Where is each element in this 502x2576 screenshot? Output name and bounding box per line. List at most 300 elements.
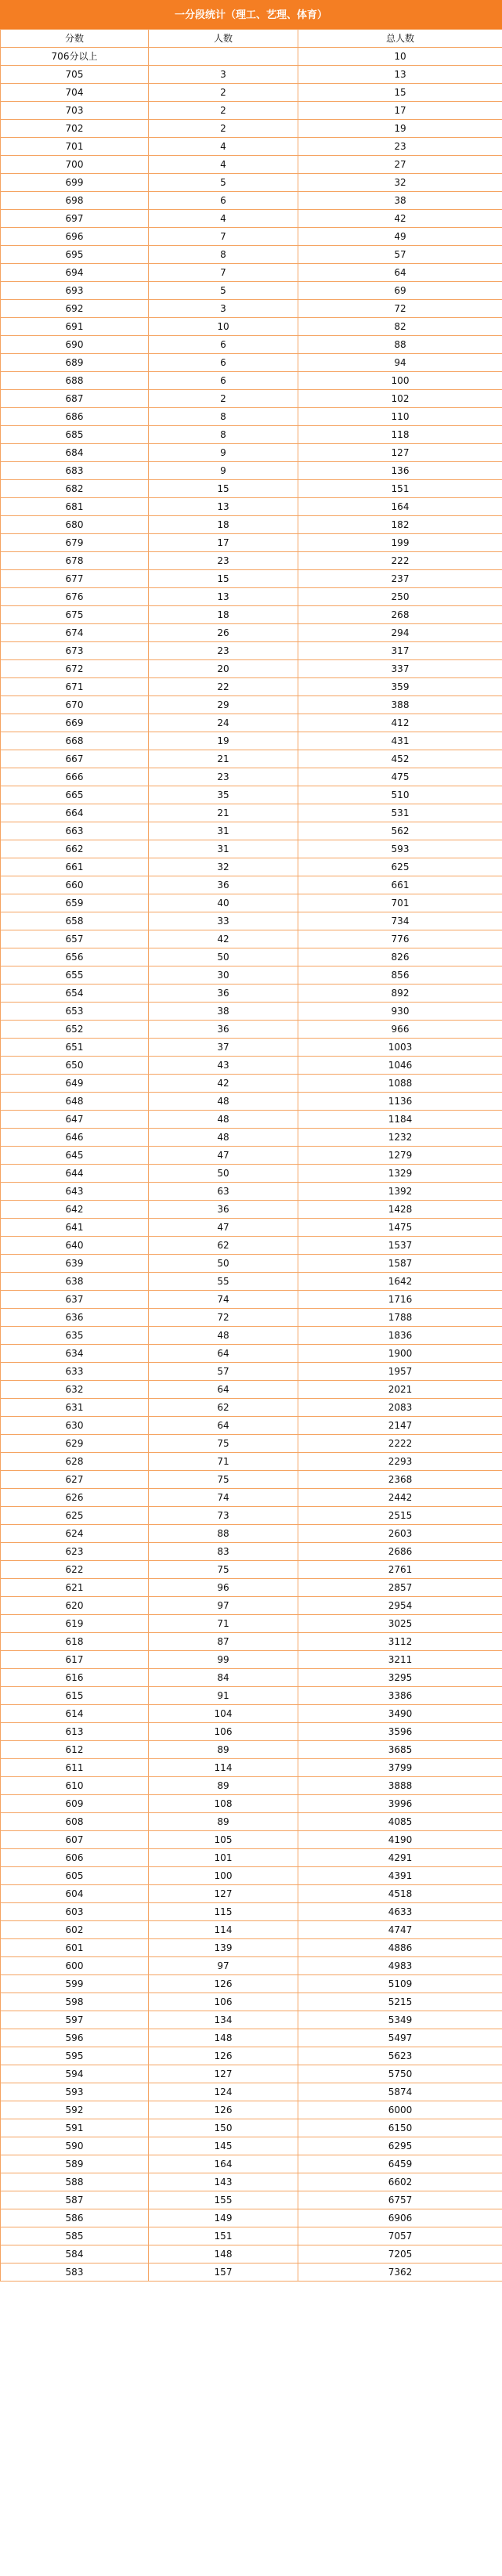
cell-count: 21 — [149, 750, 298, 768]
cell-total: 3888 — [298, 1777, 502, 1795]
cell-total: 6150 — [298, 2119, 502, 2137]
cell-score: 649 — [1, 1075, 149, 1093]
cell-score: 619 — [1, 1615, 149, 1633]
cell-score: 647 — [1, 1111, 149, 1129]
cell-total: 7205 — [298, 2245, 502, 2263]
cell-total: 1232 — [298, 1129, 502, 1147]
table-row — [1, 804, 502, 822]
cell-score: 669 — [1, 714, 149, 732]
table-row — [1, 1903, 502, 1921]
cell-score: 659 — [1, 894, 149, 912]
cell-score: 644 — [1, 1165, 149, 1183]
cell-score: 675 — [1, 606, 149, 624]
cell-count: 6 — [149, 354, 298, 372]
table-row — [1, 2119, 502, 2137]
table-row — [1, 1723, 502, 1741]
table-row — [1, 1309, 502, 1327]
cell-total: 100 — [298, 372, 502, 390]
cell-count: 55 — [149, 1273, 298, 1291]
cell-count: 155 — [149, 2191, 298, 2209]
cell-total: 452 — [298, 750, 502, 768]
cell-count: 48 — [149, 1093, 298, 1111]
table-row — [1, 2047, 502, 2065]
cell-score: 604 — [1, 1885, 149, 1903]
cell-total: 734 — [298, 912, 502, 930]
cell-score: 623 — [1, 1543, 149, 1561]
cell-total: 199 — [298, 534, 502, 552]
cell-count: 64 — [149, 1345, 298, 1363]
cell-count: 36 — [149, 1021, 298, 1039]
cell-score: 682 — [1, 480, 149, 498]
table-row — [1, 1471, 502, 1489]
table-row — [1, 1075, 502, 1093]
table-row — [1, 480, 502, 498]
table-header-row — [1, 30, 502, 48]
table-row — [1, 822, 502, 840]
table-body — [1, 48, 502, 2282]
cell-count: 36 — [149, 1201, 298, 1219]
cell-score: 651 — [1, 1039, 149, 1057]
table-row — [1, 2011, 502, 2029]
cell-score: 598 — [1, 1993, 149, 2011]
table-row — [1, 1885, 502, 1903]
cell-total: 4391 — [298, 1867, 502, 1885]
cell-count: 75 — [149, 1561, 298, 1579]
table-row — [1, 498, 502, 516]
cell-total: 164 — [298, 498, 502, 516]
cell-score: 637 — [1, 1291, 149, 1309]
cell-total: 412 — [298, 714, 502, 732]
cell-total: 892 — [298, 985, 502, 1003]
cell-count: 106 — [149, 1723, 298, 1741]
header-score: 分数 — [1, 30, 149, 48]
table-row — [1, 444, 502, 462]
table-row — [1, 1021, 502, 1039]
table-row — [1, 1399, 502, 1417]
cell-total: 6602 — [298, 2173, 502, 2191]
cell-count: 23 — [149, 642, 298, 660]
cell-score: 584 — [1, 2245, 149, 2263]
cell-score: 643 — [1, 1183, 149, 1201]
cell-score: 639 — [1, 1255, 149, 1273]
cell-count: 8 — [149, 246, 298, 264]
table-row — [1, 1669, 502, 1687]
cell-score: 705 — [1, 66, 149, 84]
cell-total: 2368 — [298, 1471, 502, 1489]
cell-total: 72 — [298, 300, 502, 318]
cell-total: 6757 — [298, 2191, 502, 2209]
cell-count: 83 — [149, 1543, 298, 1561]
cell-total: 57 — [298, 246, 502, 264]
cell-score: 663 — [1, 822, 149, 840]
cell-score: 661 — [1, 858, 149, 876]
cell-score: 593 — [1, 2083, 149, 2101]
table-row — [1, 210, 502, 228]
table-row — [1, 1489, 502, 1507]
cell-total: 5623 — [298, 2047, 502, 2065]
table-row — [1, 966, 502, 985]
cell-count: 134 — [149, 2011, 298, 2029]
cell-total: 5750 — [298, 2065, 502, 2083]
table-row — [1, 2263, 502, 2282]
cell-score: 625 — [1, 1507, 149, 1525]
table-row — [1, 282, 502, 300]
cell-count: 151 — [149, 2227, 298, 2245]
cell-score: 655 — [1, 966, 149, 985]
cell-score: 673 — [1, 642, 149, 660]
cell-score: 678 — [1, 552, 149, 570]
cell-total: 776 — [298, 930, 502, 948]
cell-score: 703 — [1, 102, 149, 120]
cell-score: 607 — [1, 1831, 149, 1849]
cell-total: 966 — [298, 1021, 502, 1039]
cell-total: 1900 — [298, 1345, 502, 1363]
cell-score: 686 — [1, 408, 149, 426]
cell-total: 2515 — [298, 1507, 502, 1525]
table-row — [1, 1993, 502, 2011]
cell-score: 692 — [1, 300, 149, 318]
cell-score: 645 — [1, 1147, 149, 1165]
cell-score: 622 — [1, 1561, 149, 1579]
cell-count: 9 — [149, 444, 298, 462]
cell-count: 89 — [149, 1741, 298, 1759]
cell-total: 3596 — [298, 1723, 502, 1741]
table-row — [1, 1381, 502, 1399]
cell-total: 1428 — [298, 1201, 502, 1219]
cell-total: 294 — [298, 624, 502, 642]
table-row — [1, 1975, 502, 1993]
cell-count: 2 — [149, 84, 298, 102]
table-row — [1, 1345, 502, 1363]
cell-total: 431 — [298, 732, 502, 750]
cell-count: 10 — [149, 318, 298, 336]
cell-count: 37 — [149, 1039, 298, 1057]
cell-count: 126 — [149, 2047, 298, 2065]
table-row — [1, 336, 502, 354]
cell-total: 23 — [298, 138, 502, 156]
cell-count: 114 — [149, 1759, 298, 1777]
table-row — [1, 2101, 502, 2119]
cell-total: 1046 — [298, 1057, 502, 1075]
cell-total: 593 — [298, 840, 502, 858]
cell-total: 701 — [298, 894, 502, 912]
cell-total: 38 — [298, 192, 502, 210]
table-row — [1, 1003, 502, 1021]
table-row — [1, 102, 502, 120]
table-row — [1, 300, 502, 318]
cell-total: 15 — [298, 84, 502, 102]
score-distribution-table — [0, 29, 502, 2282]
cell-score: 613 — [1, 1723, 149, 1741]
cell-count: 18 — [149, 606, 298, 624]
table-row — [1, 120, 502, 138]
table-row — [1, 156, 502, 174]
cell-score: 683 — [1, 462, 149, 480]
cell-count: 35 — [149, 786, 298, 804]
cell-count: 149 — [149, 2209, 298, 2227]
cell-total: 930 — [298, 1003, 502, 1021]
cell-total: 5109 — [298, 1975, 502, 1993]
cell-total: 3386 — [298, 1687, 502, 1705]
cell-score: 650 — [1, 1057, 149, 1075]
table-row — [1, 750, 502, 768]
cell-count: 13 — [149, 498, 298, 516]
cell-count: 148 — [149, 2029, 298, 2047]
cell-score: 698 — [1, 192, 149, 210]
cell-count: 57 — [149, 1363, 298, 1381]
cell-count: 50 — [149, 1165, 298, 1183]
cell-count: 50 — [149, 1255, 298, 1273]
cell-score: 594 — [1, 2065, 149, 2083]
cell-score: 697 — [1, 210, 149, 228]
cell-total: 69 — [298, 282, 502, 300]
table-row — [1, 606, 502, 624]
cell-count: 124 — [149, 2083, 298, 2101]
cell-total: 102 — [298, 390, 502, 408]
cell-count: 88 — [149, 1525, 298, 1543]
cell-count: 106 — [149, 1993, 298, 2011]
cell-count: 74 — [149, 1291, 298, 1309]
cell-total: 4983 — [298, 1957, 502, 1975]
cell-score: 638 — [1, 1273, 149, 1291]
cell-score: 603 — [1, 1903, 149, 1921]
table-row — [1, 714, 502, 732]
table-row — [1, 1525, 502, 1543]
table-row — [1, 390, 502, 408]
table-row — [1, 1615, 502, 1633]
cell-count: 18 — [149, 516, 298, 534]
table-row — [1, 570, 502, 588]
cell-total: 388 — [298, 696, 502, 714]
cell-total: 826 — [298, 948, 502, 966]
cell-total: 32 — [298, 174, 502, 192]
table-row — [1, 1273, 502, 1291]
cell-score: 634 — [1, 1345, 149, 1363]
cell-count: 75 — [149, 1471, 298, 1489]
cell-count: 126 — [149, 2101, 298, 2119]
cell-score: 605 — [1, 1867, 149, 1885]
cell-total: 1836 — [298, 1327, 502, 1345]
cell-count: 4 — [149, 156, 298, 174]
cell-count: 47 — [149, 1147, 298, 1165]
table-row — [1, 985, 502, 1003]
cell-total: 317 — [298, 642, 502, 660]
table-row — [1, 732, 502, 750]
cell-total: 475 — [298, 768, 502, 786]
cell-score: 653 — [1, 1003, 149, 1021]
cell-score: 628 — [1, 1453, 149, 1471]
cell-count: 63 — [149, 1183, 298, 1201]
cell-score: 660 — [1, 876, 149, 894]
cell-count: 20 — [149, 660, 298, 678]
cell-count: 8 — [149, 426, 298, 444]
table-row — [1, 1039, 502, 1057]
cell-total: 1279 — [298, 1147, 502, 1165]
table-row — [1, 1453, 502, 1471]
table-row — [1, 318, 502, 336]
table-row — [1, 246, 502, 264]
cell-count — [149, 48, 298, 66]
cell-count: 23 — [149, 768, 298, 786]
cell-count: 23 — [149, 552, 298, 570]
cell-total: 2761 — [298, 1561, 502, 1579]
cell-score: 652 — [1, 1021, 149, 1039]
table-row — [1, 840, 502, 858]
cell-score: 611 — [1, 1759, 149, 1777]
cell-score: 699 — [1, 174, 149, 192]
cell-score: 687 — [1, 390, 149, 408]
cell-score: 646 — [1, 1129, 149, 1147]
cell-score: 596 — [1, 2029, 149, 2047]
cell-score: 676 — [1, 588, 149, 606]
cell-total: 359 — [298, 678, 502, 696]
cell-score: 609 — [1, 1795, 149, 1813]
cell-count: 62 — [149, 1237, 298, 1255]
cell-count: 7 — [149, 228, 298, 246]
cell-count: 3 — [149, 66, 298, 84]
table-row — [1, 1111, 502, 1129]
cell-count: 43 — [149, 1057, 298, 1075]
table-row — [1, 1687, 502, 1705]
cell-score: 691 — [1, 318, 149, 336]
cell-count: 127 — [149, 1885, 298, 1903]
cell-total: 661 — [298, 876, 502, 894]
table-row — [1, 462, 502, 480]
cell-total: 88 — [298, 336, 502, 354]
cell-score: 689 — [1, 354, 149, 372]
cell-score: 614 — [1, 1705, 149, 1723]
table-row — [1, 426, 502, 444]
cell-score: 679 — [1, 534, 149, 552]
table-row — [1, 858, 502, 876]
cell-score: 690 — [1, 336, 149, 354]
cell-total: 1642 — [298, 1273, 502, 1291]
table-row — [1, 768, 502, 786]
cell-score: 702 — [1, 120, 149, 138]
cell-count: 64 — [149, 1417, 298, 1435]
cell-count: 17 — [149, 534, 298, 552]
cell-score: 621 — [1, 1579, 149, 1597]
cell-score: 618 — [1, 1633, 149, 1651]
table-row — [1, 228, 502, 246]
table-row — [1, 894, 502, 912]
cell-total: 5349 — [298, 2011, 502, 2029]
cell-score: 635 — [1, 1327, 149, 1345]
cell-count: 89 — [149, 1777, 298, 1795]
cell-total: 3112 — [298, 1633, 502, 1651]
cell-score: 684 — [1, 444, 149, 462]
cell-total: 3025 — [298, 1615, 502, 1633]
table-row — [1, 1255, 502, 1273]
table-row — [1, 1957, 502, 1975]
cell-count: 100 — [149, 1867, 298, 1885]
cell-count: 91 — [149, 1687, 298, 1705]
table-row — [1, 2209, 502, 2227]
cell-total: 1184 — [298, 1111, 502, 1129]
table-row — [1, 138, 502, 156]
cell-score: 674 — [1, 624, 149, 642]
cell-score: 640 — [1, 1237, 149, 1255]
cell-count: 30 — [149, 966, 298, 985]
cell-score: 624 — [1, 1525, 149, 1543]
cell-count: 143 — [149, 2173, 298, 2191]
table-row — [1, 516, 502, 534]
cell-total: 17 — [298, 102, 502, 120]
table-row — [1, 2029, 502, 2047]
table-row — [1, 1939, 502, 1957]
cell-count: 96 — [149, 1579, 298, 1597]
table-row — [1, 876, 502, 894]
table-row — [1, 2191, 502, 2209]
cell-total: 64 — [298, 264, 502, 282]
table-row — [1, 912, 502, 930]
cell-count: 36 — [149, 876, 298, 894]
cell-total: 136 — [298, 462, 502, 480]
cell-total: 10 — [298, 48, 502, 66]
table-row — [1, 2173, 502, 2191]
cell-total: 625 — [298, 858, 502, 876]
table-row — [1, 948, 502, 966]
cell-score: 658 — [1, 912, 149, 930]
cell-total: 237 — [298, 570, 502, 588]
cell-score: 677 — [1, 570, 149, 588]
cell-count: 105 — [149, 1831, 298, 1849]
table-row — [1, 1165, 502, 1183]
cell-count: 31 — [149, 822, 298, 840]
table-row — [1, 2227, 502, 2245]
cell-count: 89 — [149, 1813, 298, 1831]
cell-total: 1088 — [298, 1075, 502, 1093]
cell-total: 531 — [298, 804, 502, 822]
cell-total: 127 — [298, 444, 502, 462]
table-row — [1, 1093, 502, 1111]
cell-score: 610 — [1, 1777, 149, 1795]
cell-score: 597 — [1, 2011, 149, 2029]
cell-total: 3685 — [298, 1741, 502, 1759]
cell-score: 701 — [1, 138, 149, 156]
cell-count: 26 — [149, 624, 298, 642]
table-row — [1, 174, 502, 192]
cell-total: 3996 — [298, 1795, 502, 1813]
cell-count: 2 — [149, 120, 298, 138]
cell-total: 151 — [298, 480, 502, 498]
cell-count: 48 — [149, 1327, 298, 1345]
table-row — [1, 1579, 502, 1597]
cell-score: 630 — [1, 1417, 149, 1435]
table-row — [1, 372, 502, 390]
cell-count: 5 — [149, 282, 298, 300]
cell-total: 1003 — [298, 1039, 502, 1057]
cell-total: 2442 — [298, 1489, 502, 1507]
cell-score: 668 — [1, 732, 149, 750]
cell-total: 7057 — [298, 2227, 502, 2245]
cell-count: 101 — [149, 1849, 298, 1867]
cell-count: 8 — [149, 408, 298, 426]
cell-total: 13 — [298, 66, 502, 84]
cell-score: 632 — [1, 1381, 149, 1399]
cell-count: 73 — [149, 1507, 298, 1525]
cell-count: 15 — [149, 570, 298, 588]
cell-count: 127 — [149, 2065, 298, 2083]
cell-total: 7362 — [298, 2263, 502, 2282]
cell-count: 40 — [149, 894, 298, 912]
table-row — [1, 588, 502, 606]
cell-total: 2083 — [298, 1399, 502, 1417]
cell-score: 700 — [1, 156, 149, 174]
cell-score: 626 — [1, 1489, 149, 1507]
cell-score: 629 — [1, 1435, 149, 1453]
cell-count: 64 — [149, 1381, 298, 1399]
